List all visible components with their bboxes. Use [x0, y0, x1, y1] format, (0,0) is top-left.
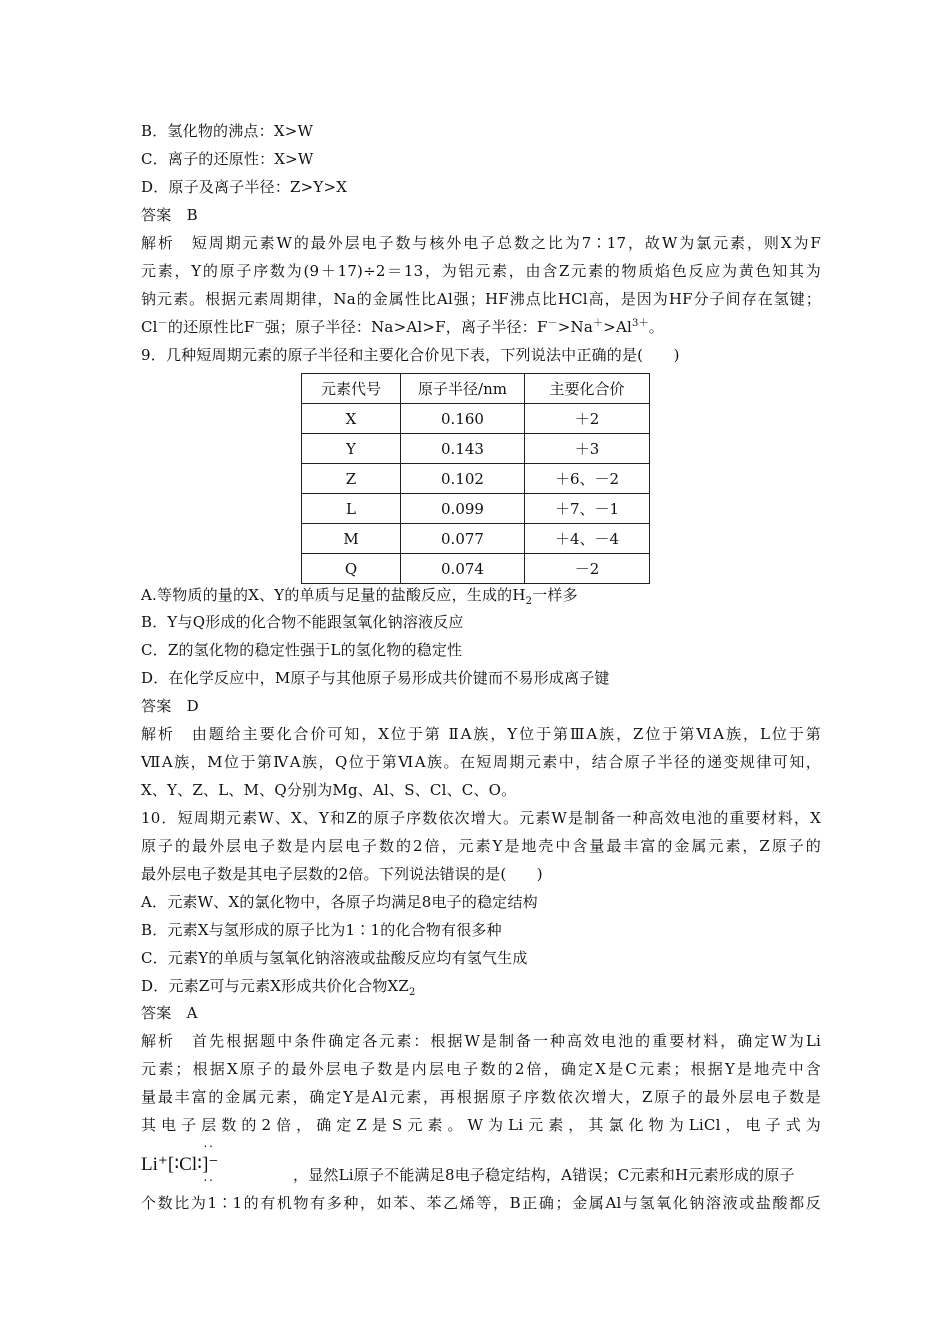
q10-option-c: C．元素Y的单质与氢氧化钠溶液或盐酸反应均有氢气生成 — [141, 949, 528, 967]
q8-option-c: C．离子的还原性：X>W — [141, 150, 314, 168]
q10-explanation-line-5: ，显然Li原子不能满足8电子稳定结构，A错误；C元素和H元素形成的原子 — [293, 1166, 795, 1184]
table-header: 原子半径/nm — [401, 374, 525, 404]
table-cell: 0.160 — [401, 404, 525, 434]
table-row — [302, 494, 650, 524]
table-header: 主要化合价 — [525, 374, 650, 404]
q10-option-a: A．元素W、X的氯化物中，各原子均满足8电子的稳定结构 — [141, 893, 538, 911]
q8-option-b: B．氢化物的沸点：X>W — [141, 122, 314, 140]
q9-option-c: C．Z的氢化物的稳定性强于L的氢化物的稳定性 — [141, 641, 463, 659]
q8-answer: 答案 B — [141, 206, 198, 224]
table-row — [302, 464, 650, 494]
table-cell: Y — [302, 434, 401, 464]
table-row — [302, 404, 650, 434]
licl-electron-formula — [141, 1140, 271, 1189]
table-row — [302, 434, 650, 464]
table-cell: X — [302, 404, 401, 434]
table-cell: 0.102 — [401, 464, 525, 494]
q8-explanation-line-3: 钠元素。根据元素周期律，Na的金属性比Al强；HF沸点比HCl高，是因为HF分子间存在氢键； — [141, 290, 821, 308]
table-cell: 0.099 — [401, 494, 525, 524]
q9-answer: 答案 D — [141, 697, 199, 715]
q9-stem: 9．几种短周期元素的原子半径和主要化合价见下表，下列说法中正确的是( ) — [141, 346, 680, 364]
q8-explanation-line-2: 元素，Y的原子序数为(9＋17)÷2＝13，为铝元素，由含Z元素的物质焰色反应为黄色知其为 — [141, 262, 821, 280]
table-row — [302, 524, 650, 554]
table-header: 元素代号 — [302, 374, 401, 404]
q8-explanation-line-4: Cl－的还原性比F－强；原子半径：Na>Al>F，离子半径：$F^->Na^+>Al^{3+}$。 — [141, 318, 664, 336]
q9-explanation-line-3: X、Y、Z、L、M、Q分别为Mg、Al、S、Cl、C、O。 — [141, 781, 517, 799]
table-cell: L — [302, 494, 401, 524]
table-cell: Z — [302, 464, 401, 494]
q10-stem-line-3: 最外层电子数是其电子层数的2倍。下列说法错误的是( ) — [141, 865, 543, 883]
electron-dots-top: ·· — [203, 1140, 215, 1155]
q8-explanation-line-1: 解析 短周期元素W的最外层电子数与核外电子总数之比为7∶17，故W为氯元素，则X为F — [141, 234, 821, 252]
table-header-row — [302, 374, 650, 404]
q10-explanation-line-1: 解析 首先根据题中条件确定各元素：根据W是制备一种高效电池的重要材料，确定W为Li — [141, 1032, 821, 1050]
table-cell: 0.143 — [401, 434, 525, 464]
electron-dots-bottom: ·· — [203, 1174, 215, 1189]
q10-stem-line-1: 10．短周期元素W、X、Y和Z的原子序数依次增大。元素W是制备一种高效电池的重要材料，X — [141, 809, 821, 827]
q9-explanation-line-2: ⅦA族，M位于第ⅣA族，Q位于第ⅥA族。在短周期元素中，结合原子半径的递变规律可知， — [141, 753, 821, 771]
q10-explanation-line-2: 元素；根据X原子的最外层电子数是内层电子数的2倍，确定X是C元素；根据Y是地壳中含 — [141, 1060, 821, 1078]
table-cell: ＋7、－1 — [525, 494, 650, 524]
table-cell: －2 — [525, 554, 650, 584]
q9-explanation-line-1: 解析 由题给主要化合价可知，X位于第 ⅡA族，Y位于第ⅢA族，Z位于第ⅥA族，L位于第 — [141, 725, 821, 743]
q10-answer: 答案 A — [141, 1004, 198, 1022]
table-cell: 0.074 — [401, 554, 525, 584]
q10-explanation-line-6: 个数比为1∶1的有机物有多种，如苯、苯乙烯等，B正确；金属Al与氢氧化钠溶液或盐酸都反 — [141, 1194, 821, 1212]
q10-stem-line-2: 原子的最外层电子数是内层电子数的2倍，元素Y是地壳中含量最丰富的金属元素，Z原子的 — [141, 837, 821, 855]
q10-explanation-line-4: 其电子层数的2倍，确定Z是S元素。W为Li元素，其氯化物为LiCl，电子式为 — [141, 1116, 821, 1134]
table-cell: ＋6、－2 — [525, 464, 650, 494]
q8-option-d: D．原子及离子半径：Z>Y>X — [141, 178, 348, 196]
table-cell: ＋4、－4 — [525, 524, 650, 554]
q10-explanation-line-3: 量最丰富的金属元素，确定Y是Al元素，再根据原子序数依次增大，Z原子的最外层电子数是 — [141, 1088, 821, 1106]
table-cell: Q — [302, 554, 401, 584]
q9-option-d: D．在化学反应中，M原子与其他原子易形成共价键而不易形成离子键 — [141, 669, 610, 687]
table-cell: ＋3 — [525, 434, 650, 464]
table-cell: ＋2 — [525, 404, 650, 434]
table-cell: M — [302, 524, 401, 554]
q10-option-d: D．元素Z可与元素X形成共价化合物$XZ_2$ — [141, 977, 416, 998]
q10-option-b: B．元素X与氢形成的原子比为1∶1的化合物有很多种 — [141, 921, 502, 939]
table-row — [302, 554, 650, 584]
q9-option-b: B．Y与Q形成的化合物不能跟氢氧化钠溶液反应 — [141, 613, 464, 631]
element-table — [301, 373, 650, 584]
lewis-formula-text: Li⁺[∶Cl∶]⁻ — [141, 1154, 219, 1175]
q9-option-a: A.等物质的量的X、Y的单质与足量的盐酸反应，生成的$H_2$一样多 — [141, 586, 578, 607]
table-cell: 0.077 — [401, 524, 525, 554]
